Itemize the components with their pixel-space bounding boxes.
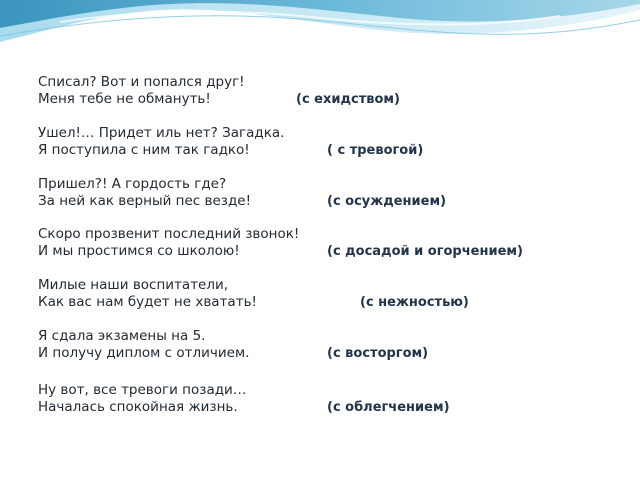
verse-line: Ушел!… Придет иль нет? Загадка. (38, 125, 285, 141)
verse-line: Я сдала экзамены на 5. (38, 328, 206, 344)
emotion-label: ( с тревогой) (327, 143, 424, 158)
verse-line: Пришел?! А гордость где? (38, 176, 227, 192)
emotion-label: (с нежностью) (360, 295, 469, 310)
verse-line: Скоро прозвенит последний звонок! (38, 226, 300, 242)
verse-line: Ну вот, все тревоги позади… (38, 382, 247, 398)
verse-line: Меня тебе не обмануть! (38, 91, 211, 107)
verse-line: Началась спокойная жизнь. (38, 399, 238, 415)
verse-line: Я поступила с ним так гадко! (38, 142, 250, 158)
emotion-label: (с восторгом) (327, 346, 429, 361)
emotion-label: (с облегчением) (327, 400, 450, 415)
verse-line: И мы простимся со школою! (38, 243, 240, 259)
verse-line: Милые наши воспитатели, (38, 277, 229, 293)
verse-line: За ней как верный пес везде! (38, 193, 252, 209)
verse-line: Списал? Вот и попался друг! (38, 74, 245, 90)
emotion-label: (с досадой и огорчением) (327, 244, 523, 259)
emotion-label: (с ехидством) (296, 92, 400, 107)
verse-line: И получу диплом с отличием. (38, 345, 250, 361)
verse-line: Как вас нам будет не хватать! (38, 294, 257, 310)
decorative-wave-header (0, 0, 640, 60)
emotion-label: (с осуждением) (327, 194, 447, 209)
